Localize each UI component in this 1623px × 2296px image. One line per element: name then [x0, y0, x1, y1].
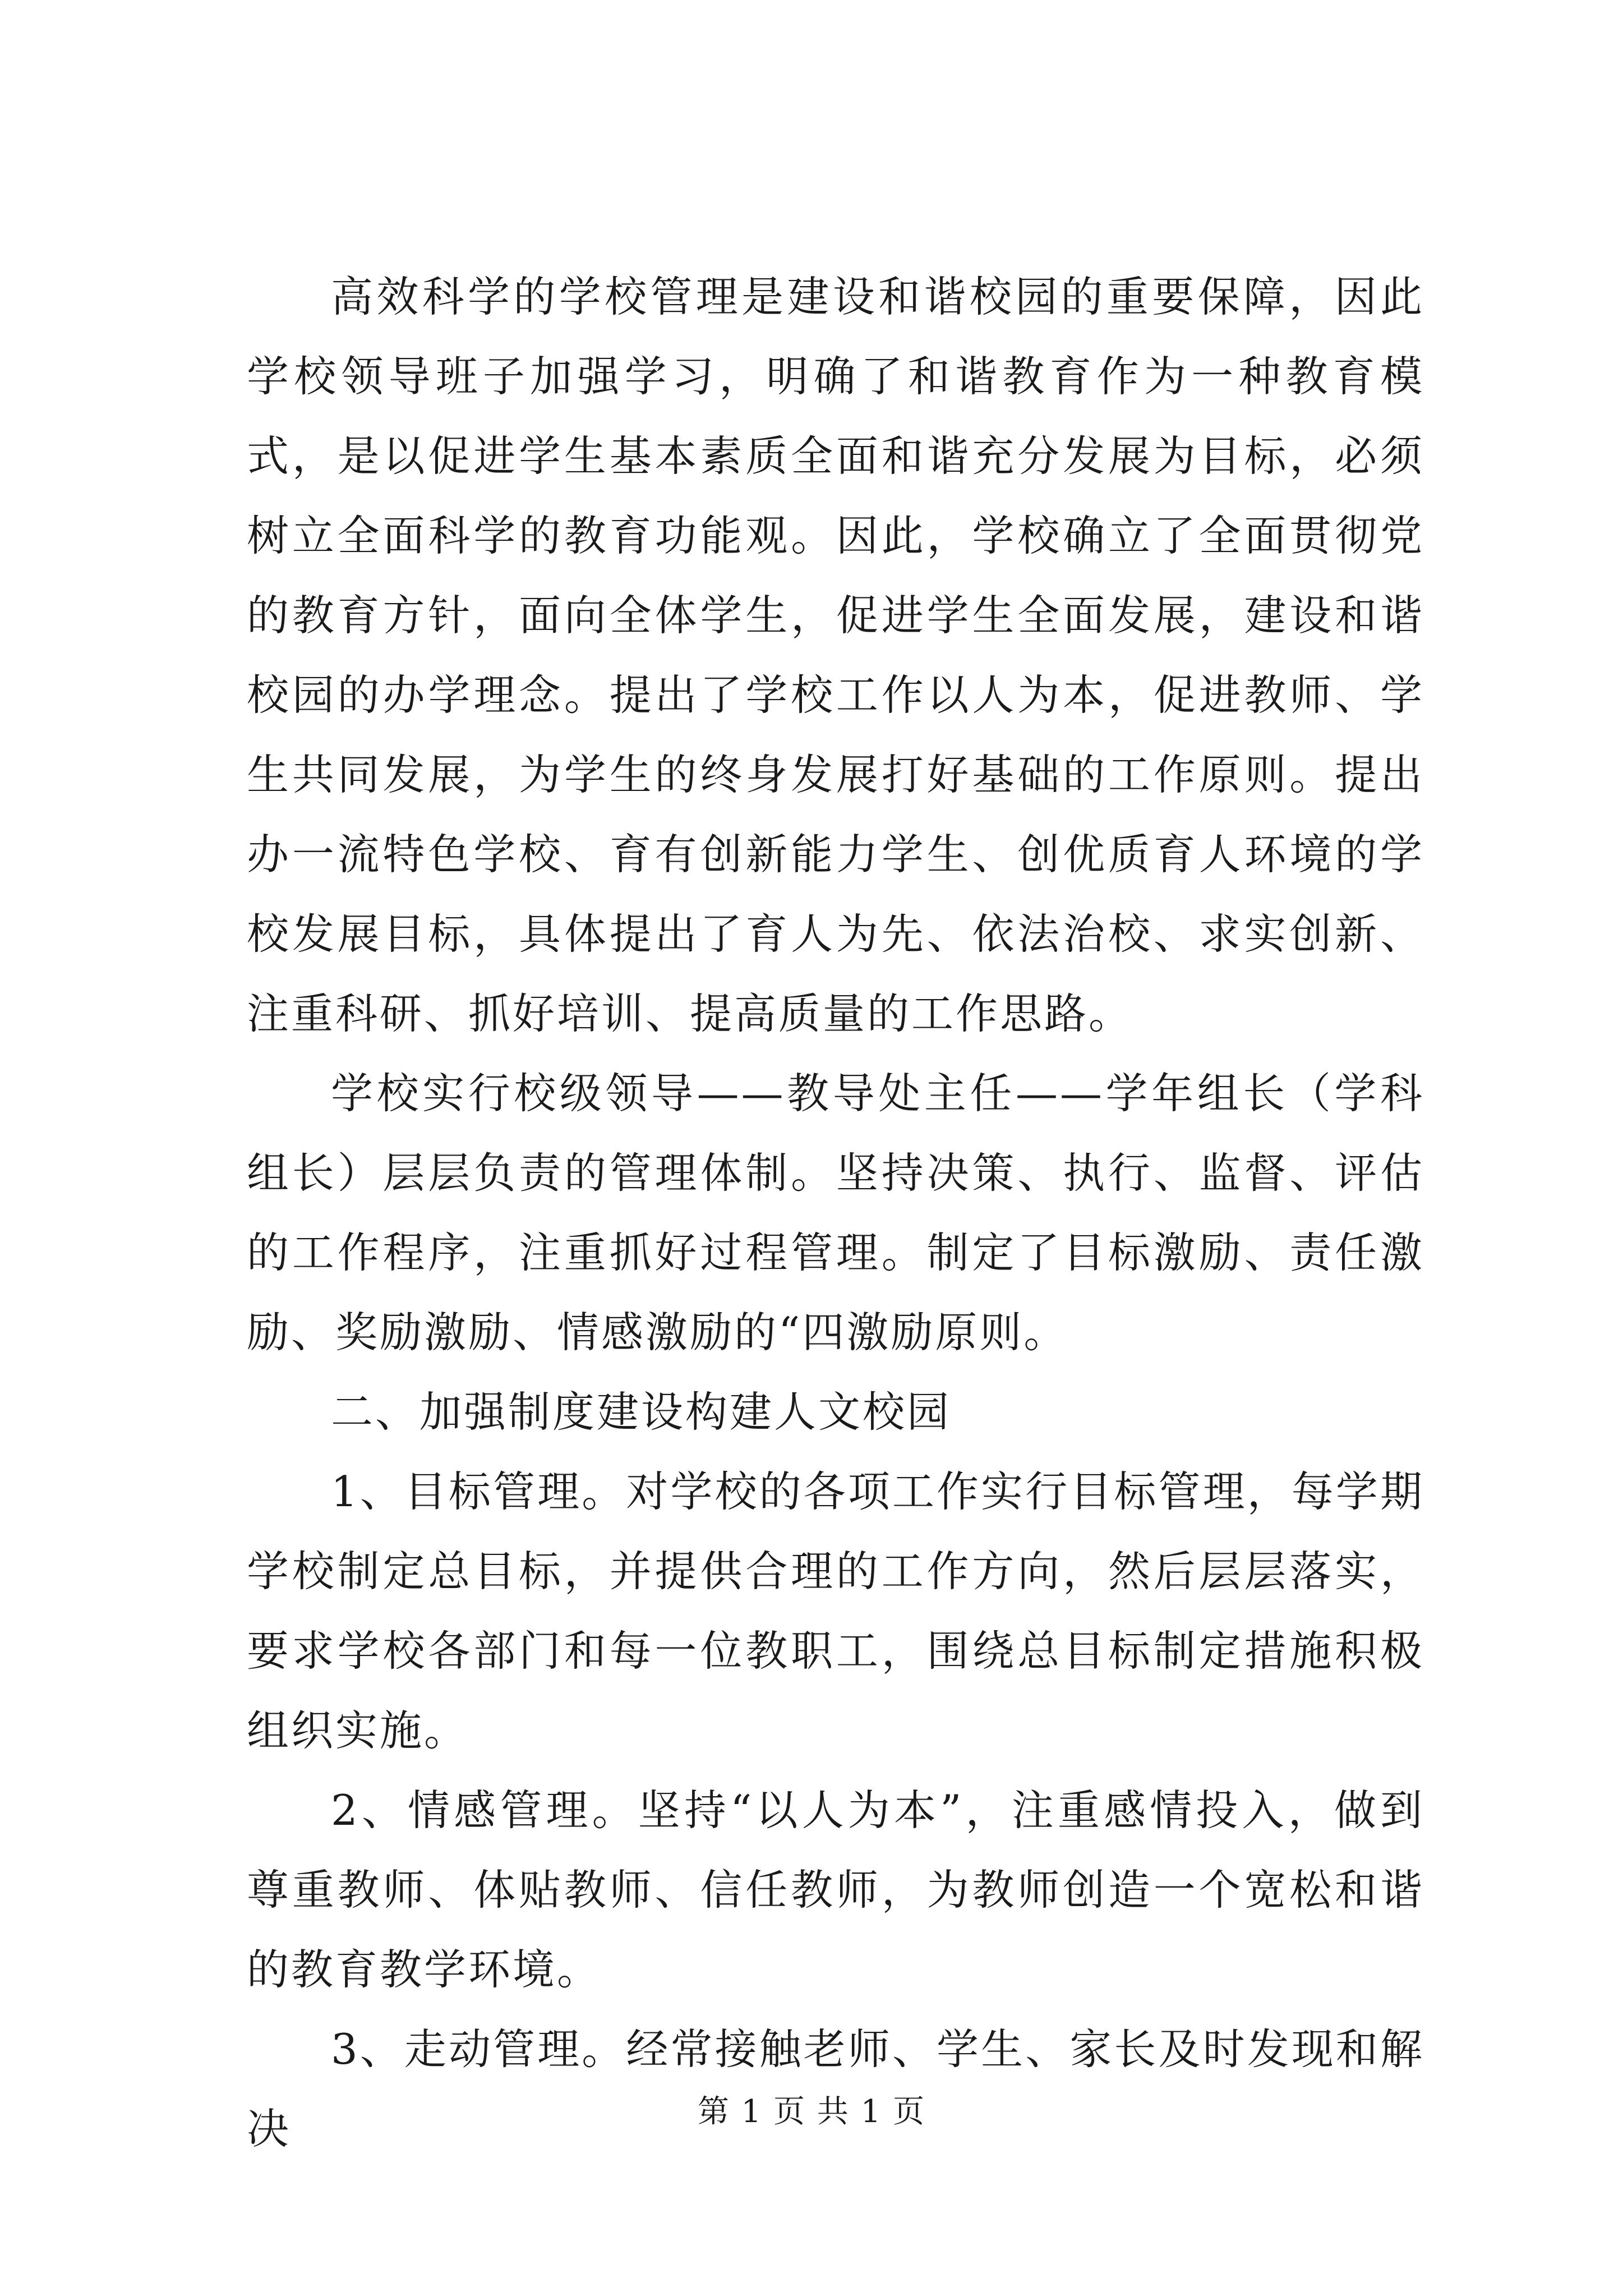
paragraph-emotional-management: 2、情感管理。坚持“以人为本”，注重感情投入，做到尊重教师、体贴教师、信任教师，为教师创造一个宽松和谐的教育教学环境。	[247, 1786, 1424, 1994]
page-number-footer: 第 1 页 共 1 页	[697, 2093, 926, 2130]
paragraph-management-philosophy: 高效科学的学校管理是建设和谐校园的重要保障，因此学校领导班子加强学习，明确了和谐教育作为一种教育模式，是以促进学生基本素质全面和谐充分发展为目标，必须树立全面科学的教育功能观。因此，学校确立了全面贯彻党的教育方针，面向全体学生，促进学生全面发展，建设和谐校园的办学理念。提出了学校工作以人为本，促进教师、学生共同发展，为学生的终身发展打好基础的工作原则。提出办一流特色学校、育有创新能力学生、创优质育人环境的学校发展目标，具体提出了育人为先、依法治校、求实创新、注重科研、抓好培训、提高质量的工作思路。	[247, 272, 1424, 1038]
section-heading-institution-building: 二、加强制度建设构建人文校园	[331, 1387, 952, 1437]
paragraph-goal-management: 1、目标管理。对学校的各项工作实行目标管理，每学期学校制定总目标，并提供合理的工作方向，然后层层落实，要求学校各部门和每一位教职工，围绕总目标制定措施积极组织实施。	[247, 1467, 1424, 1755]
paragraph-walking-management: 3、走动管理。经常接触老师、学生、家长及时发现和解决	[247, 2024, 1424, 2154]
document-body	[247, 257, 1424, 2169]
paragraph-management-system: 学校实行校级领导——教导处主任——学年组长（学科组长）层层负责的管理体制。坚持决策、执行、监督、评估的工作程序，注重抓好过程管理。制定了目标激励、责任激励、奖励激励、情感激励的“四激励原则。	[247, 1069, 1424, 1357]
